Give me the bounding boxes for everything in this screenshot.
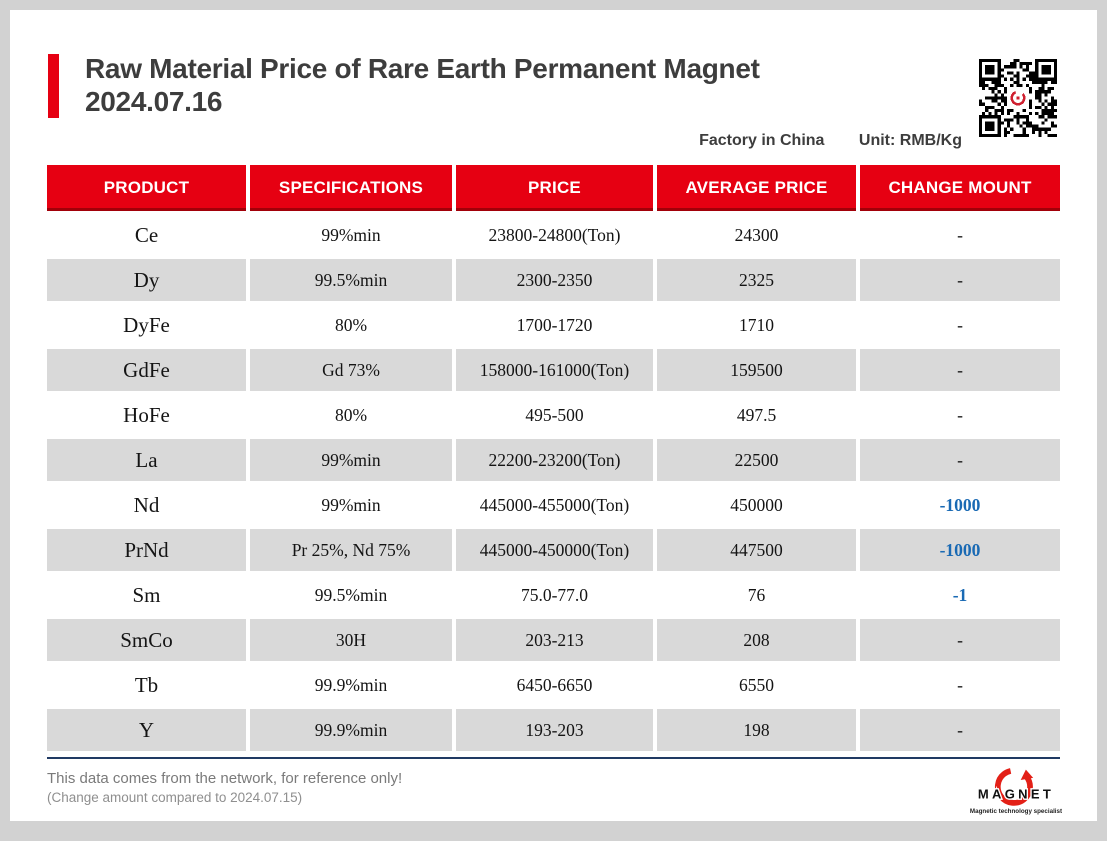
product-cell: PrNd (47, 529, 246, 571)
table-row-ce (47, 214, 1060, 256)
price-cell: 158000-161000(Ton) (456, 349, 653, 391)
logo-subtext: Magnetic technology specialist (969, 807, 1063, 815)
table-row-dyfe (47, 304, 1060, 346)
table-row-sm (47, 574, 1060, 616)
price-cell: 23800-24800(Ton) (456, 214, 653, 256)
price-cell: 445000-455000(Ton) (456, 484, 653, 526)
table-bottom-rule (47, 757, 1060, 759)
spec-cell: 99%min (250, 439, 452, 481)
avg-cell: 22500 (657, 439, 856, 481)
factory-label: Factory in China (699, 132, 825, 149)
product-cell: Tb (47, 664, 246, 706)
change-cell: - (860, 439, 1060, 481)
price-cell: 22200-23200(Ton) (456, 439, 653, 481)
product-cell: Y (47, 709, 246, 751)
product-cell: Dy (47, 259, 246, 301)
product-cell: Sm (47, 574, 246, 616)
change-basis-note: (Change amount compared to 2024.07.15) (47, 790, 303, 805)
table-row-prnd (47, 529, 1060, 571)
title-date: 2024.07.16 (85, 86, 223, 117)
spec-cell: 99.5%min (250, 259, 452, 301)
spec-cell: Pr 25%, Nd 75% (250, 529, 452, 571)
change-cell: - (860, 619, 1060, 661)
spec-cell: 99.9%min (250, 664, 452, 706)
change-cell: - (860, 349, 1060, 391)
change-cell: - (860, 214, 1060, 256)
spec-cell: 30H (250, 619, 452, 661)
change-cell: - (860, 304, 1060, 346)
page (10, 10, 1097, 821)
price-table (43, 162, 1064, 754)
price-cell: 2300-2350 (456, 259, 653, 301)
price-cell: 6450-6650 (456, 664, 653, 706)
price-cell: 203-213 (456, 619, 653, 661)
title-line1: Raw Material Price of Rare Earth Permanent Magnet (85, 53, 760, 84)
spec-cell: 99%min (250, 484, 452, 526)
spec-cell: 99.9%min (250, 709, 452, 751)
column-header-product: PRODUCT (47, 165, 246, 211)
price-cell: 445000-450000(Ton) (456, 529, 653, 571)
change-cell: - (860, 664, 1060, 706)
header (47, 52, 1060, 118)
column-header-specifications: SPECIFICATIONS (250, 165, 452, 211)
avg-cell: 6550 (657, 664, 856, 706)
avg-cell: 159500 (657, 349, 856, 391)
change-cell: -1 (860, 574, 1060, 616)
price-table-header (47, 165, 1060, 211)
table-row-hofe (47, 394, 1060, 436)
table-row-y (47, 709, 1060, 751)
change-cell: - (860, 394, 1060, 436)
table-row-gdfe (47, 349, 1060, 391)
column-header-change-mount: CHANGE MOUNT (860, 165, 1060, 211)
table-row-smco (47, 619, 1060, 661)
product-cell: SmCo (47, 619, 246, 661)
product-cell: Ce (47, 214, 246, 256)
logo-text: MAGNET (977, 786, 1055, 802)
meta-line (47, 131, 1060, 150)
avg-cell: 1710 (657, 304, 856, 346)
table-row-nd (47, 484, 1060, 526)
circular-arrow-ring-icon (964, 767, 1068, 819)
avg-cell: 2325 (657, 259, 856, 301)
change-cell: -1000 (860, 529, 1060, 571)
spec-cell: 80% (250, 394, 452, 436)
column-header-price: PRICE (456, 165, 653, 211)
price-cell: 495-500 (456, 394, 653, 436)
price-cell: 193-203 (456, 709, 653, 751)
table-row-la (47, 439, 1060, 481)
change-cell: - (860, 709, 1060, 751)
avg-cell: 450000 (657, 484, 856, 526)
avg-cell: 198 (657, 709, 856, 751)
change-cell: -1000 (860, 484, 1060, 526)
table-row-dy (47, 259, 1060, 301)
table-row-tb (47, 664, 1060, 706)
footer (47, 769, 1063, 819)
spec-cell: Gd 73% (250, 349, 452, 391)
brand-logo (964, 767, 1068, 819)
avg-cell: 208 (657, 619, 856, 661)
price-cell: 75.0-77.0 (456, 574, 653, 616)
column-header-average-price: AVERAGE PRICE (657, 165, 856, 211)
price-cell: 1700-1720 (456, 304, 653, 346)
footer-notes (47, 769, 402, 807)
spec-cell: 99%min (250, 214, 452, 256)
source-note: This data comes from the network, for reference only! (47, 770, 403, 787)
page-title (85, 52, 760, 118)
spec-cell: 99.5%min (250, 574, 452, 616)
qr-code-icon (979, 57, 1057, 139)
avg-cell: 497.5 (657, 394, 856, 436)
product-cell: Nd (47, 484, 246, 526)
product-cell: HoFe (47, 394, 246, 436)
avg-cell: 24300 (657, 214, 856, 256)
change-cell: - (860, 259, 1060, 301)
avg-cell: 447500 (657, 529, 856, 571)
price-table-body (47, 214, 1060, 751)
title-accent-bar (48, 54, 59, 118)
product-cell: GdFe (47, 349, 246, 391)
avg-cell: 76 (657, 574, 856, 616)
product-cell: DyFe (47, 304, 246, 346)
product-cell: La (47, 439, 246, 481)
spec-cell: 80% (250, 304, 452, 346)
unit-label: Unit: RMB/Kg (858, 132, 962, 149)
